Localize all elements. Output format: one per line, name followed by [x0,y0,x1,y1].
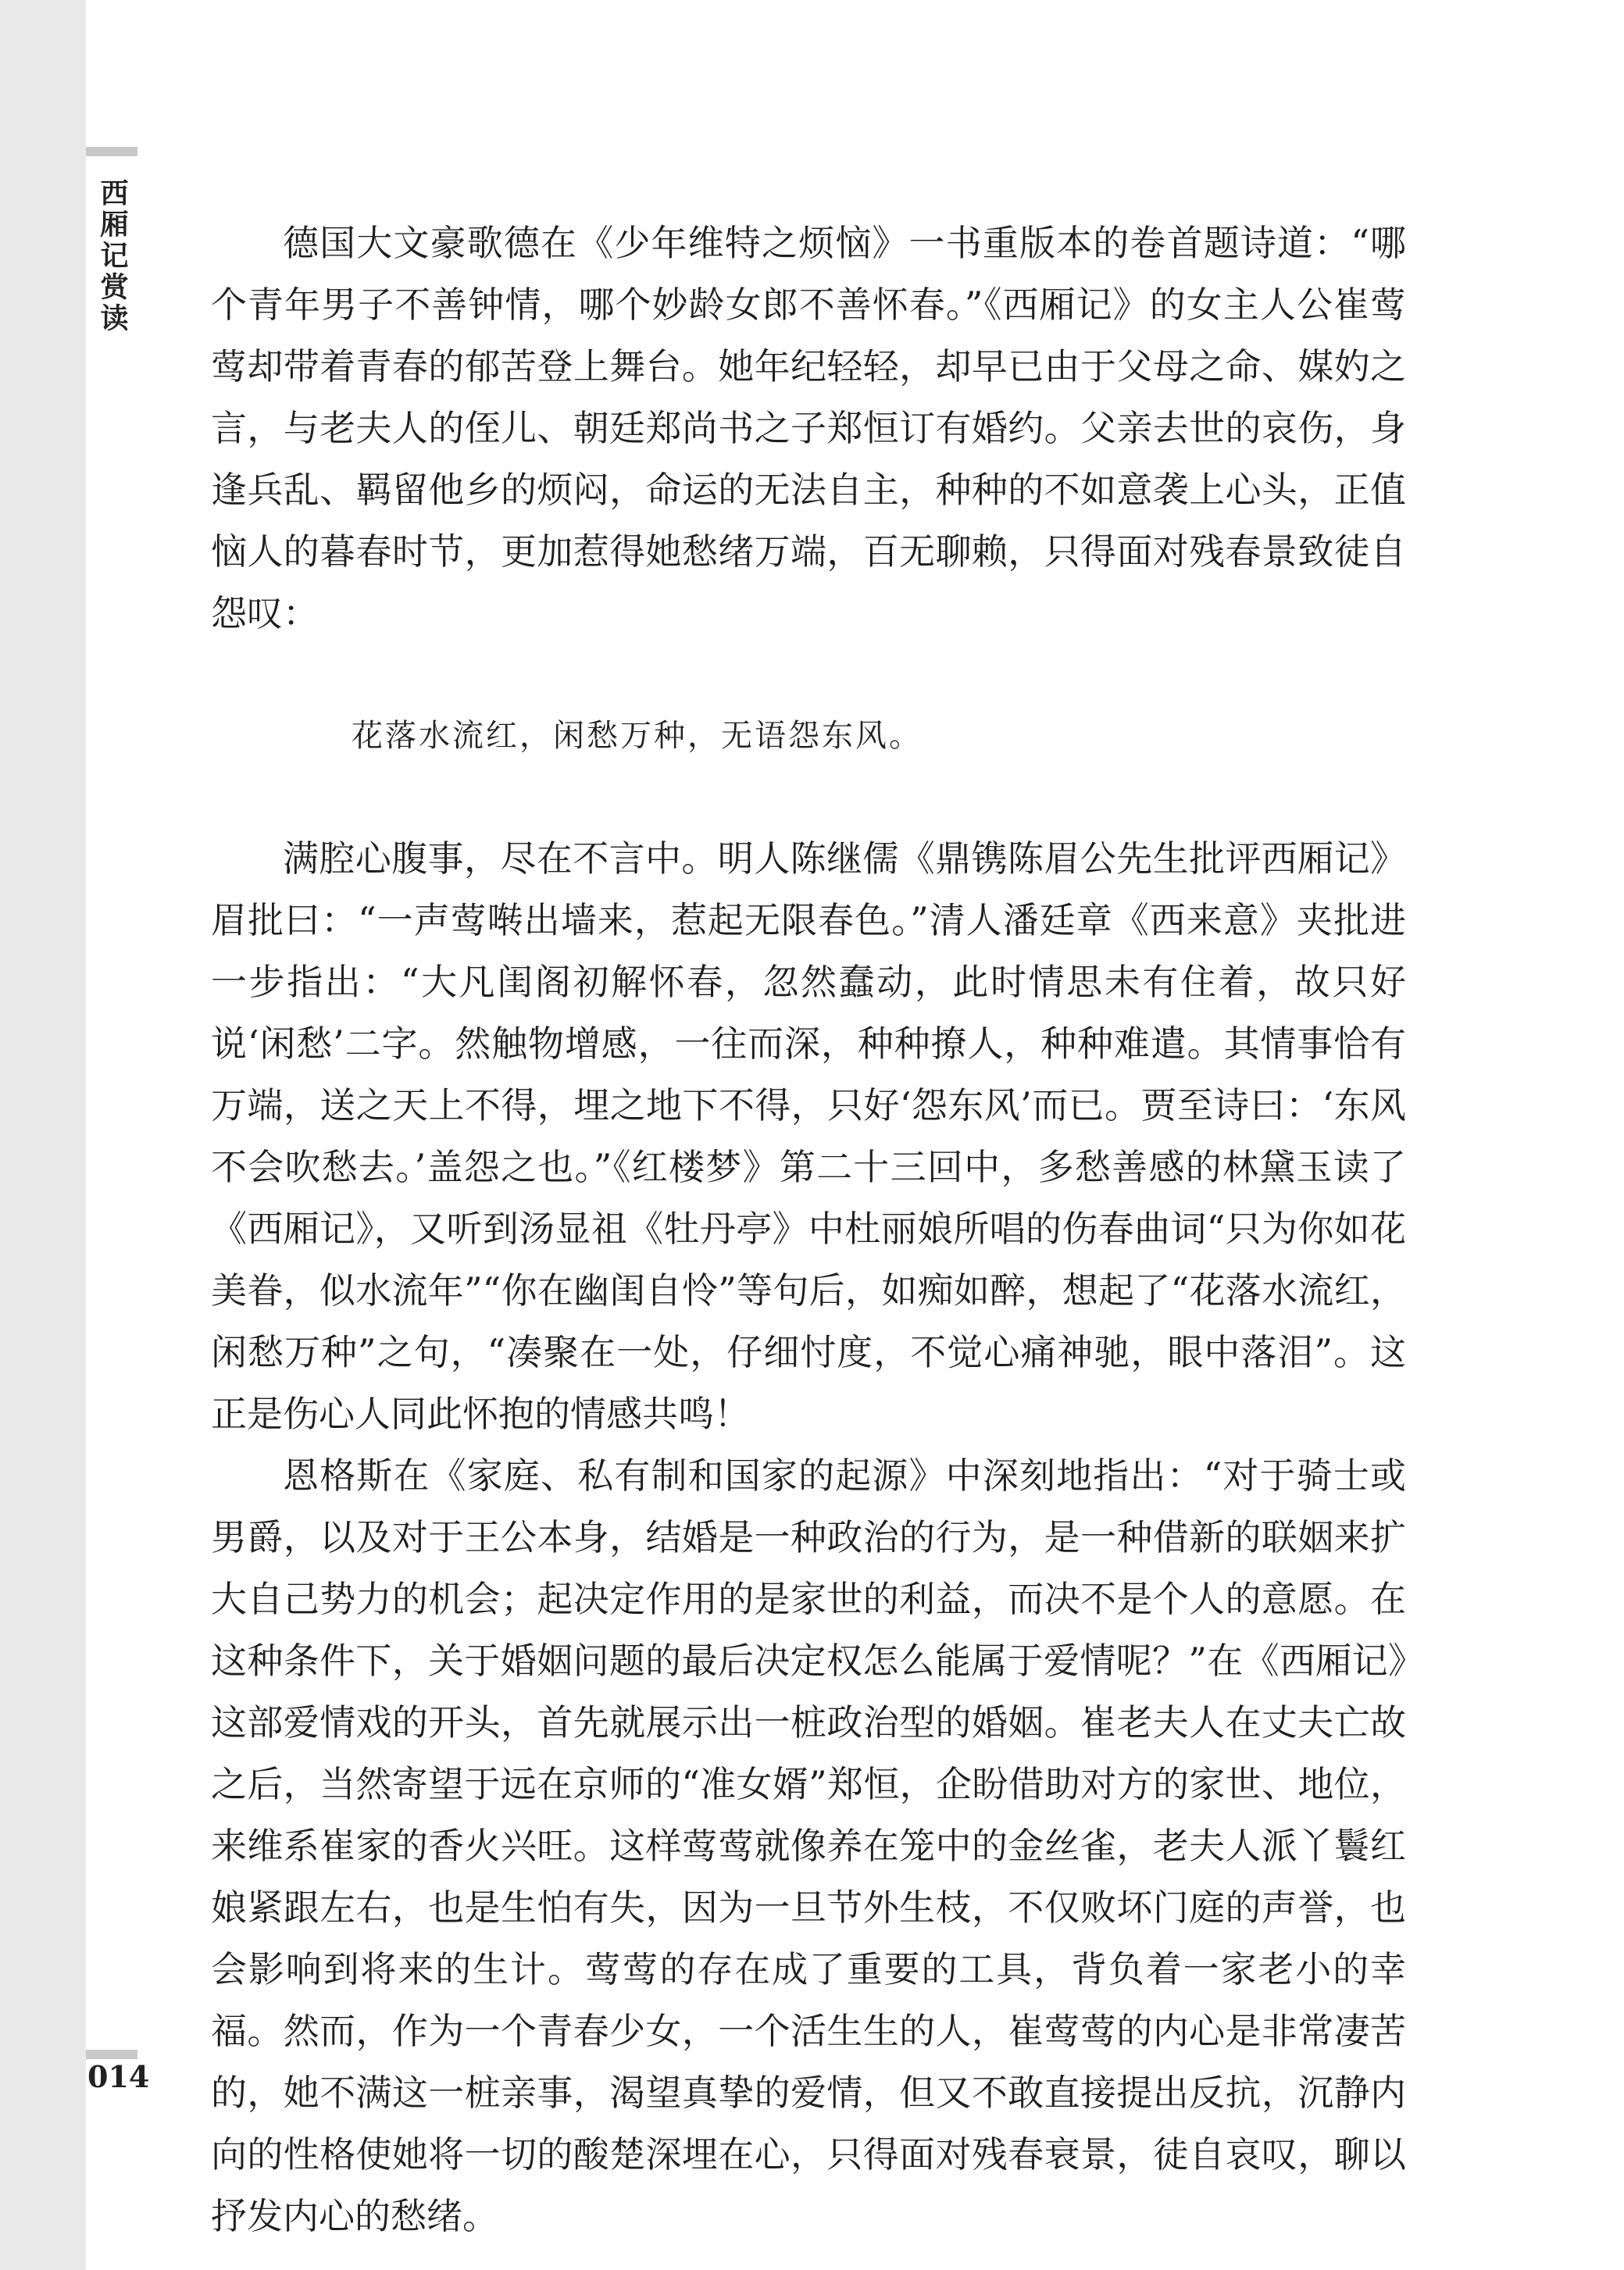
paragraph-engels: 恩格斯在《家庭、私有制和国家的起源》中深刻地指出：“对于骑士或男爵，以及对于王公本身，结婚是一种政治的行为，是一种借新的联姻来扩大自己势力的机会；起决定作用的是家世的利益，而决不是个人的意愿。在这种条件下，关于婚姻问题的最后决定权怎么能属于爱情呢？”在《西厢记》这部爱情戏的开头，首先就展示出一桩政治型的婚姻。崔老夫人在丈夫亡故之后，当然寄望于远在京师的“准女婿”郑恒，企盼借助对方的家世、地位，来维系崔家的香火兴旺。这样莺莺就像养在笼中的金丝雀，老夫人派丫鬟红娘紧跟左右，也是生怕有失，因为一旦节外生枝，不仅败坏门庭的声誉，也会影响到将来的生计。莺莺的存在成了重要的工具，背负着一家老小的幸福。然而，作为一个青春少女，一个活生生的人，崔莺莺的内心是非常凄苦的，她不满这一桩亲事，渴望真挚的爱情，但又不敢直接提出反抗，沉静内向的性格使她将一切的酸楚深埋在心，只得面对残春衰景，徒自哀叹，聊以抒发内心的愁绪。 [211,1454,1406,2237]
margin-strip [0,0,86,2270]
quoted-verse: 花落水流红，闲愁万种，无语怨东风。 [352,718,923,754]
page-number: 014 [87,2059,150,2094]
running-title: 西厢记赏读 [96,178,129,334]
paragraph-commentary: 满腔心腹事，尽在不言中。明人陈继儒《鼎镌陈眉公先生批评西厢记》眉批曰：“一声莺啭出墙来，惹起无限春色。”清人潘廷章《西来意》夹批进一步指出：“大凡闺阁初解怀春，忽然蠢动，此时情思未有住着，故只好说‘闲愁’二字。然触物增感，一往而深，种种撩人，种种难遣。其情事恰有万端，送之天上不得，埋之地下不得，只好‘怨东风’而已。贾至诗曰：‘东风不会吹愁去。’盖怨之也。”《红楼梦》第二十三回中，多愁善感的林黛玉读了《西厢记》，又听到汤显祖《牡丹亭》中杜丽娘所唱的伤春曲词“只为你如花美眷，似水流年”“你在幽闺自怜”等句后，如痴如醉，想起了“花落水流红，闲愁万种”之句，“凑聚在一处，仔细忖度，不觉心痛神驰，眼中落泪”。这正是伤心人同此怀抱的情感共鸣！ [211,837,1406,1435]
paragraph-goethe-intro: 德国大文豪歌德在《少年维特之烦恼》一书重版本的卷首题诗道：“哪个青年男子不善钟情，哪个妙龄女郎不善怀春。”《西厢记》的女主人公崔莺莺却带着青春的郁苦登上舞台。她年纪轻轻，却早已由于父母之命、媒妁之言，与老夫人的侄儿、朝廷郑尚书之子郑恒订有婚约。父亲去世的哀伤，身逢兵乱、羁留他乡的烦闷，命运的无法自主，种种的不如意袭上心头，正值恼人的暮春时节，更加惹得她愁绪万端，百无聊赖，只得面对残春景致徒自怨叹： [211,222,1406,634]
margin-rule-top [86,147,137,156]
margin-rule-bottom [86,2050,137,2059]
body-text [211,212,1406,2247]
